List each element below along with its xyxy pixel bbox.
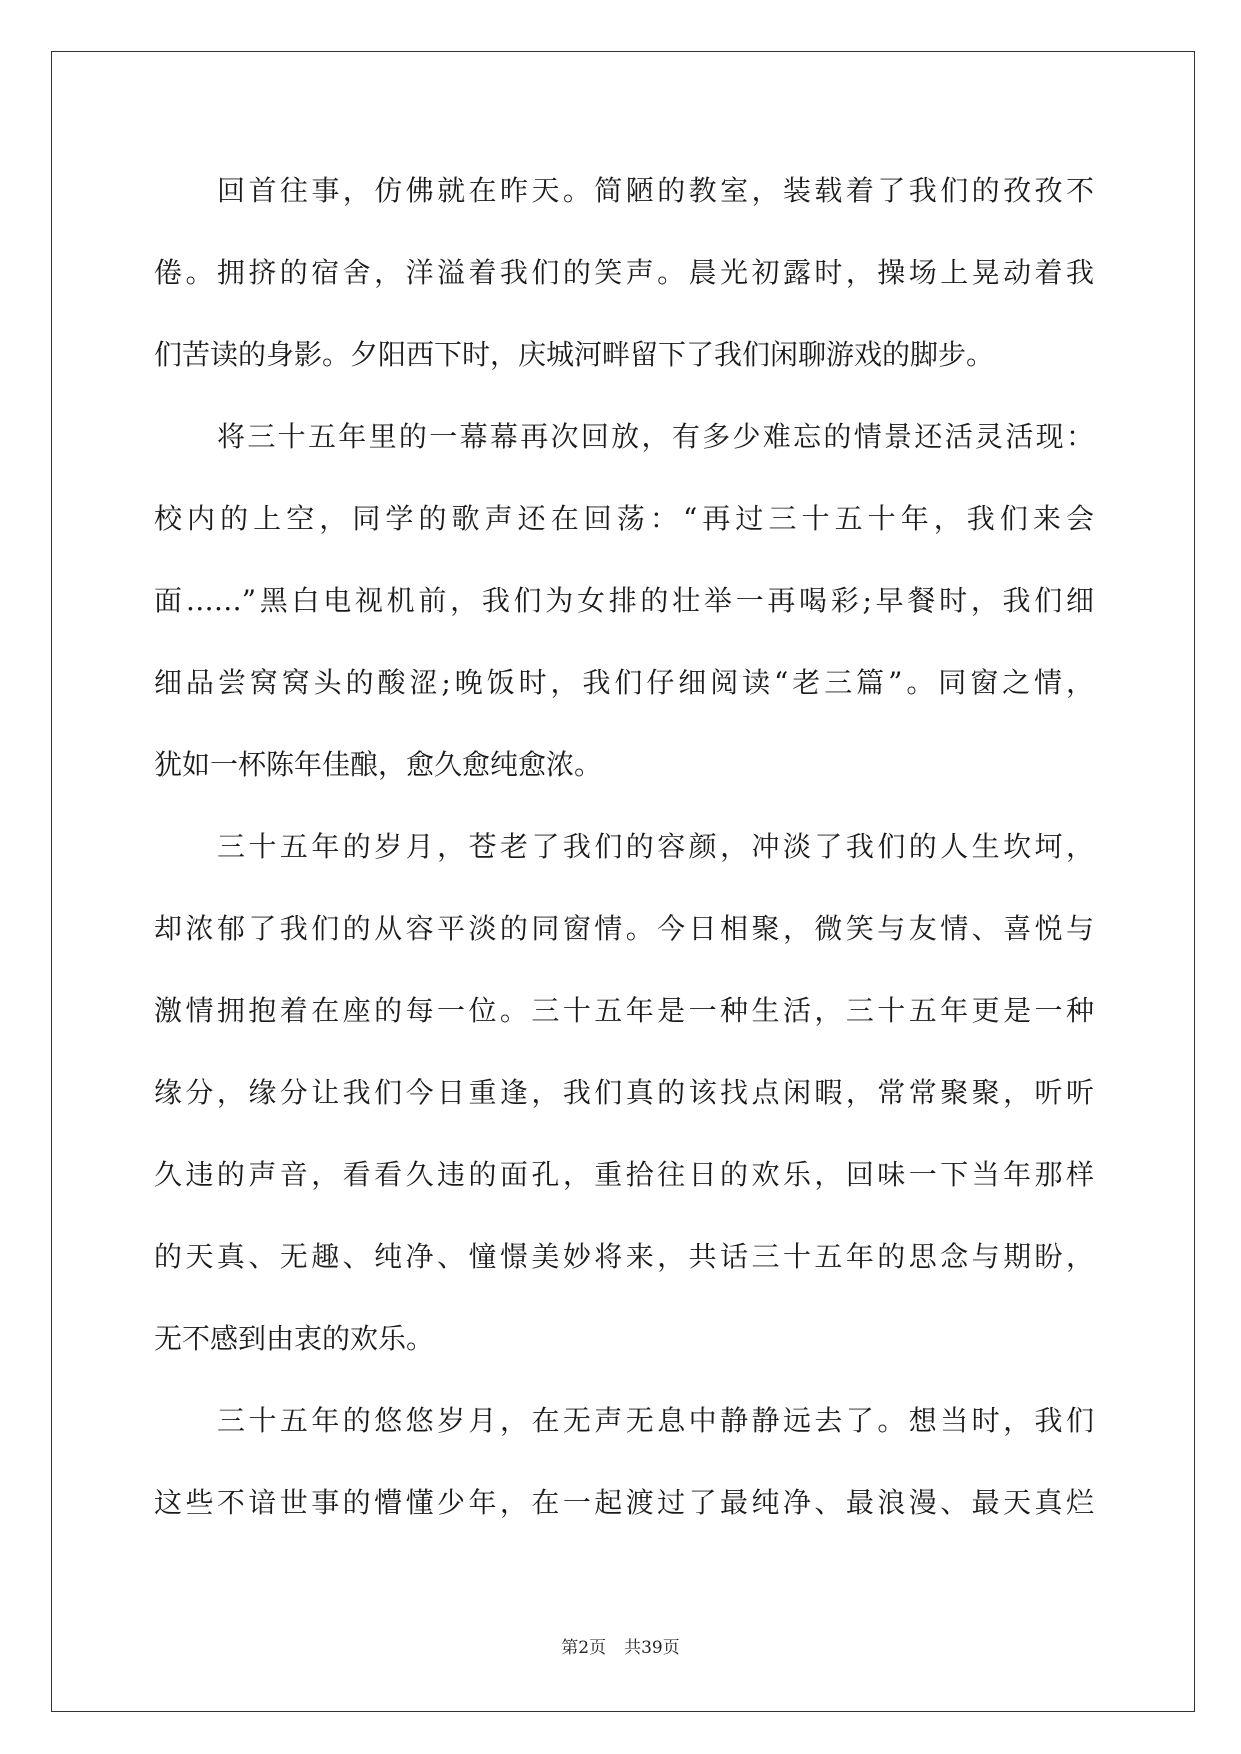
text-line: 激情拥抱着在座的每一位。三十五年是一种生活，三十五年更是一种 <box>154 994 1094 1027</box>
paragraph <box>154 150 1094 396</box>
text-line: 倦。拥挤的宿舍，洋溢着我们的笑声。晨光初露时，操场上晃动着我 <box>154 256 1094 289</box>
text-line: 细品尝窝窝头的酸涩;晚饭时，我们仔细阅读“老三篇”。同窗之情， <box>154 666 1094 699</box>
text-line: 三十五年的岁月，苍老了我们的容颜，冲淡了我们的人生坎坷， <box>217 830 1094 863</box>
text-line: 却浓郁了我们的从容平淡的同窗情。今日相聚，微笑与友情、喜悦与 <box>154 912 1094 945</box>
paragraph <box>154 396 1094 806</box>
text-line: 回首往事，仿佛就在昨天。简陋的教室，装载着了我们的孜孜不 <box>217 174 1094 207</box>
text-line: 无不感到由衷的欢乐。 <box>154 1322 435 1355</box>
text-line: 三十五年的悠悠岁月，在无声无息中静静远去了。想当时，我们 <box>217 1404 1094 1437</box>
paragraph <box>154 806 1094 1380</box>
text-line: 将三十五年里的一幕幕再次回放，有多少难忘的情景还活灵活现： <box>217 420 1094 453</box>
page-total: 共39页 <box>624 1638 680 1658</box>
text-line: 校内的上空，同学的歌声还在回荡：“再过三十五十年，我们来会 <box>154 502 1094 535</box>
text-line: 面……”黑白电视机前，我们为女排的壮举一再喝彩;早餐时，我们细 <box>154 584 1094 617</box>
page-footer <box>0 1636 1241 1660</box>
text-line: 缘分，缘分让我们今日重逢，我们真的该找点闲暇，常常聚聚，听听 <box>154 1076 1094 1109</box>
text-line: 们苦读的身影。夕阳西下时，庆城河畔留下了我们闲聊游戏的脚步。 <box>154 338 995 371</box>
page-number: 第2页 <box>561 1638 607 1658</box>
text-line: 久违的声音，看看久违的面孔，重拾往日的欢乐，回味一下当年那样 <box>154 1158 1094 1191</box>
paragraph <box>154 1380 1094 1544</box>
text-line: 犹如一杯陈年佳酿，愈久愈纯愈浓。 <box>154 748 603 781</box>
document-body <box>154 150 1094 1544</box>
text-line: 这些不谙世事的懵懂少年，在一起渡过了最纯净、最浪漫、最天真烂 <box>154 1486 1094 1519</box>
text-line: 的天真、无趣、纯净、憧憬美妙将来，共话三十五年的思念与期盼， <box>154 1240 1094 1273</box>
